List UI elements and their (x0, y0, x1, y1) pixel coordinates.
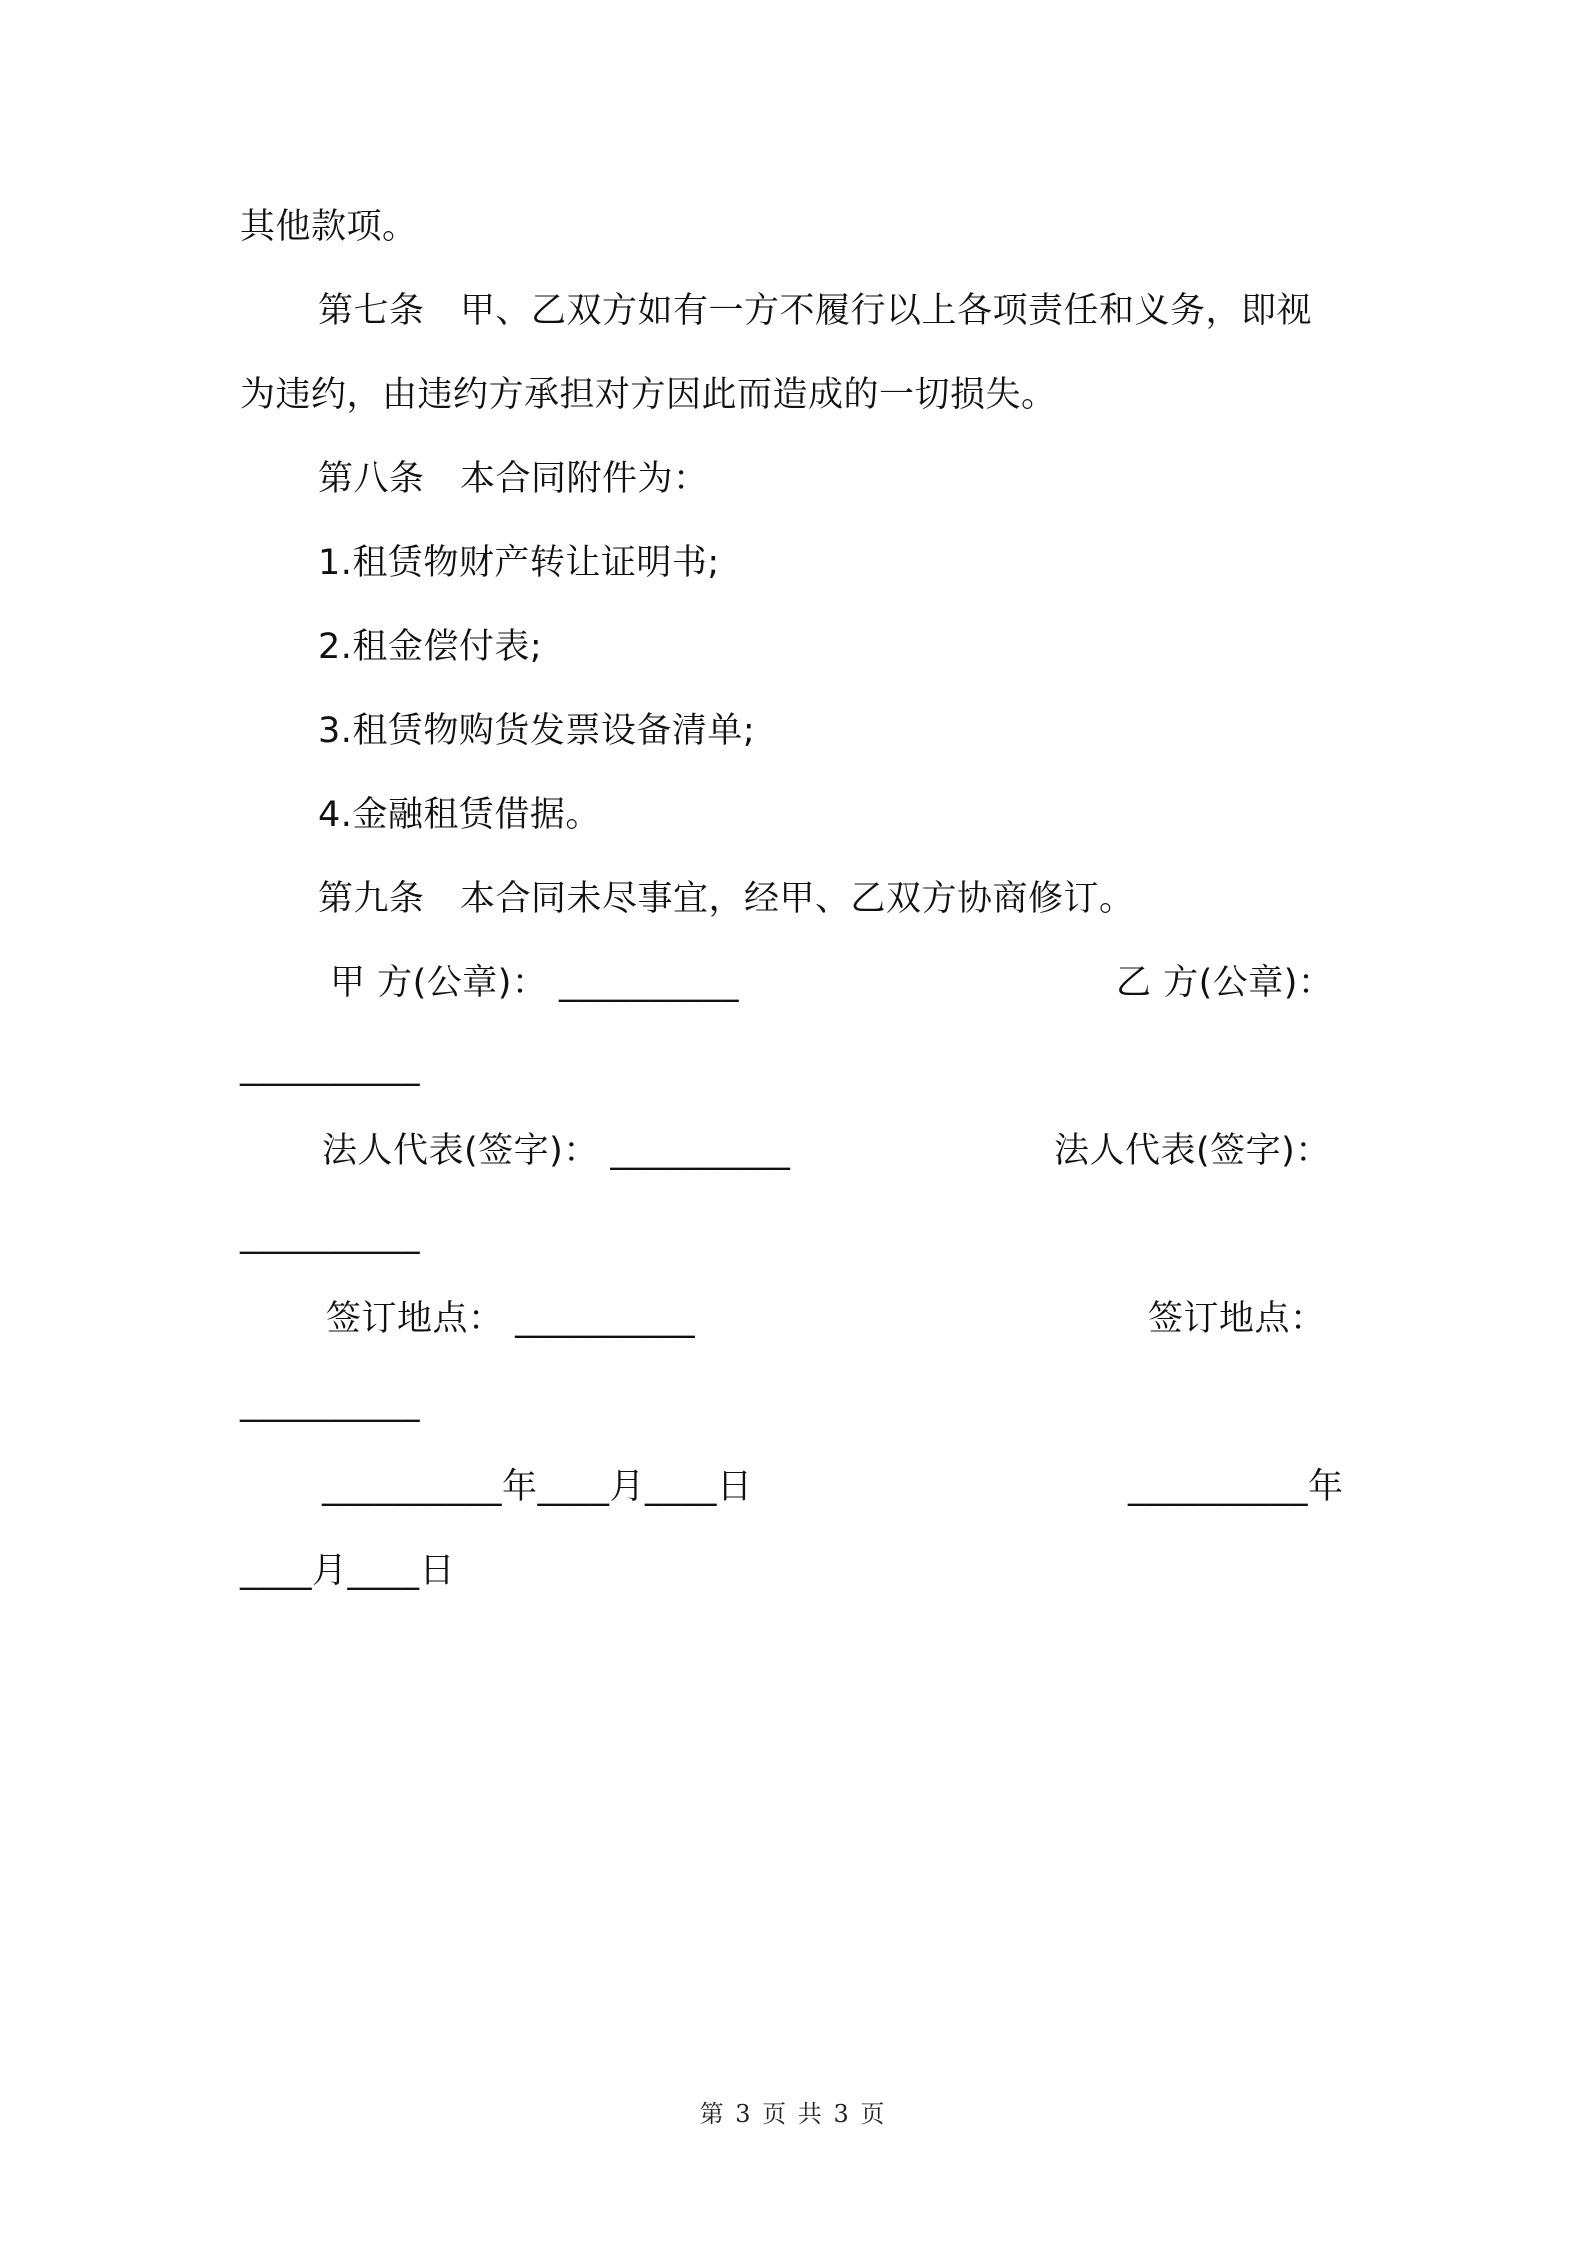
party-b-seal-blank: __________ (240, 1047, 420, 1087)
party-b-representative: 法人代表(签字)： (1054, 1131, 1331, 1171)
article-8-title: 第八条 本合同附件为： (318, 459, 709, 499)
party-b-date: __________年 (1128, 1467, 1344, 1507)
attachment-item-4: 4.金融租赁借据。 (318, 795, 601, 835)
attachment-item-3: 3.租赁物购货发票设备清单; (318, 711, 756, 751)
attachment-item-1: 1.租赁物财产转让证明书; (318, 543, 720, 583)
article-9: 第九条 本合同未尽事宜，经甲、乙双方协商修订。 (318, 879, 1135, 919)
page-number-footer: 第 3 页 共 3 页 (699, 2100, 887, 2128)
party-b-date-continuation: ____月____日 (240, 1551, 456, 1591)
party-a-date: __________年____月____日 (322, 1467, 753, 1507)
attachment-item-2: 2.租金偿付表; (318, 627, 543, 667)
party-b-signing-place-blank: __________ (240, 1383, 420, 1423)
paragraph-continuation: 其他款项。 (240, 207, 418, 247)
party-b-seal: 乙 方(公章)： (1116, 963, 1334, 1003)
party-a-representative: 法人代表(签字)： __________ (322, 1131, 791, 1171)
party-b-signing-place: 签订地点： (1148, 1299, 1326, 1339)
party-a-signing-place: 签订地点： __________ (326, 1299, 696, 1339)
article-7-line-2: 为违约，由违约方承担对方因此而造成的一切损失。 (240, 375, 1057, 415)
party-a-seal: 甲 方(公章)： __________ (330, 963, 740, 1003)
party-b-representative-blank: __________ (240, 1215, 420, 1255)
article-7-line-1: 第七条 甲、乙双方如有一方不履行以上各项责任和义务，即视 (318, 291, 1313, 331)
